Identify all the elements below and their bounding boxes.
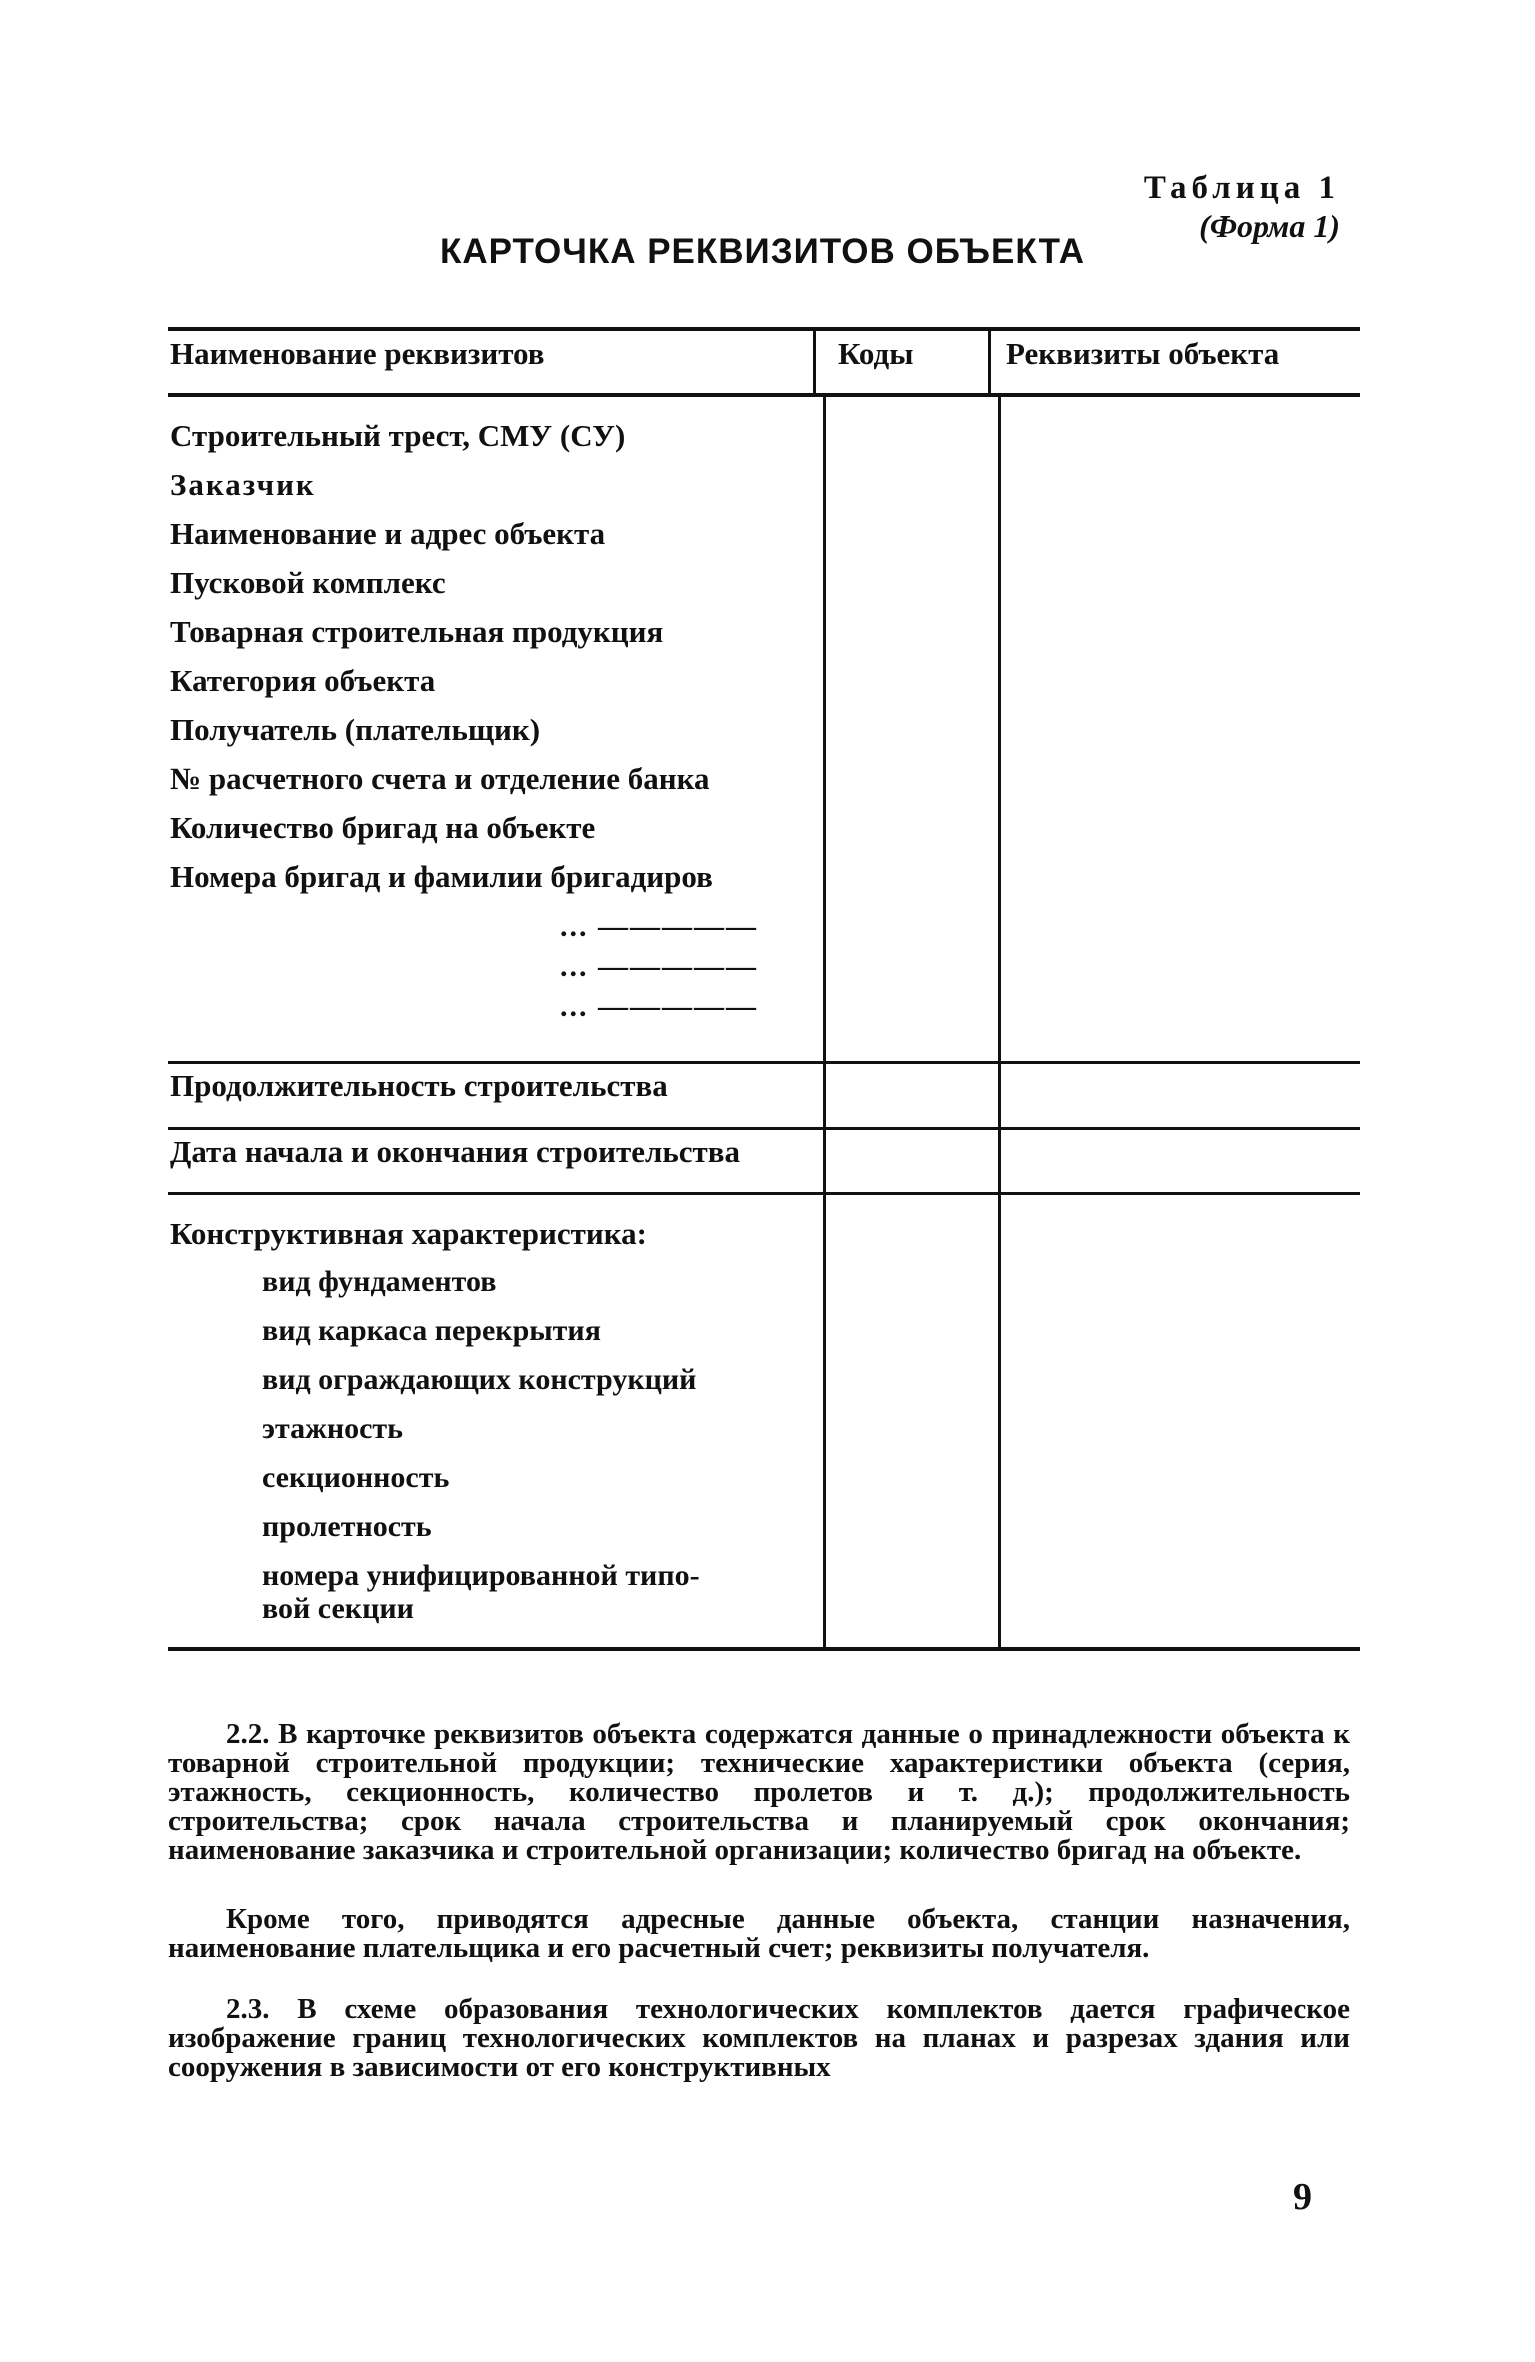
ellipsis-row: ... ————— [560,950,758,983]
table-row: Получатель (плательщик) [170,712,541,747]
table-bottom-rule [168,1647,1360,1651]
form-label: (Форма 1) [1199,208,1340,244]
ellipsis-row: ... ————— [560,990,758,1023]
column-divider-values-body [998,395,1001,1649]
section-rule-2 [168,1127,1360,1130]
table-row: Наименование и адрес объекта [170,516,606,551]
table-row: Пусковой комплекс [170,565,446,600]
duration-row: Продолжительность строительства [170,1068,668,1103]
paragraph-additional: Кроме того, приводятся адресные данные объекта, станции назначения, наименование плательщика и его расчетный счет; реквизиты получателя. [168,1903,1350,1964]
column-header-values: Реквизиты объекта [1006,336,1280,371]
table-number-label: Таблица 1 [1143,170,1340,206]
paragraph-2-2: 2.2. В карточке реквизитов объекта содержатся данные о принадлежности объекта к товарной строительной продукции; технические характеристики объекта (серия, этажность, секционность, количество пролетов и т. д.); продолжительность строительства; срок начала строительства и планируемый срок окончания; наименование заказчика и строительной организации; количество бригад на объекте. [168,1718,1350,1866]
column-header-codes: Коды [838,336,914,371]
constructive-item: вой секции [262,1592,414,1625]
table-row: Товарная строительная продукция [170,614,664,649]
page-number: 9 [1293,2176,1312,2218]
dates-row: Дата начала и окончания строительства [170,1134,741,1169]
table-row: Категория объекта [170,663,436,698]
constructive-item: вид фундаментов [262,1265,497,1298]
constructive-item: номера унифицированной типо- [262,1559,700,1592]
table-top-rule [168,327,1360,331]
table-row: Заказчик [170,467,316,502]
column-header-name: Наименование реквизитов [170,336,545,371]
constructive-item: пролетность [262,1510,432,1543]
section-rule-1 [168,1061,1360,1064]
constructive-item: секционность [262,1461,450,1494]
table-row: Строительный трест, СМУ (СУ) [170,418,626,453]
table-row: Номера бригад и фамилии бригадиров [170,859,713,894]
column-divider-values [988,328,991,395]
section-rule-3 [168,1192,1360,1195]
constructive-item: вид каркаса перекрытия [262,1314,601,1347]
table-row: Количество бригад на объекте [170,810,596,845]
table-row: № расчетного счета и отделение банка [170,761,710,796]
page-title: КАРТОЧКА РЕКВИЗИТОВ ОБЪЕКТА [440,232,1086,271]
constructive-item: этажность [262,1412,404,1445]
column-divider-codes-body [823,395,826,1649]
ellipsis-row: ... ————— [560,910,758,943]
header-bottom-rule [168,393,1360,397]
column-divider-codes [813,328,816,395]
paragraph-2-3: 2.3. В схеме образования технологических комплектов дается графическое изображение границ технологических комплектов на планах и разрезах здания или сооружения в зависимости от его конструктивных [168,1993,1350,2083]
constructive-item: вид ограждающих конструкций [262,1363,697,1396]
constructive-header: Конструктивная характеристика: [170,1216,647,1251]
